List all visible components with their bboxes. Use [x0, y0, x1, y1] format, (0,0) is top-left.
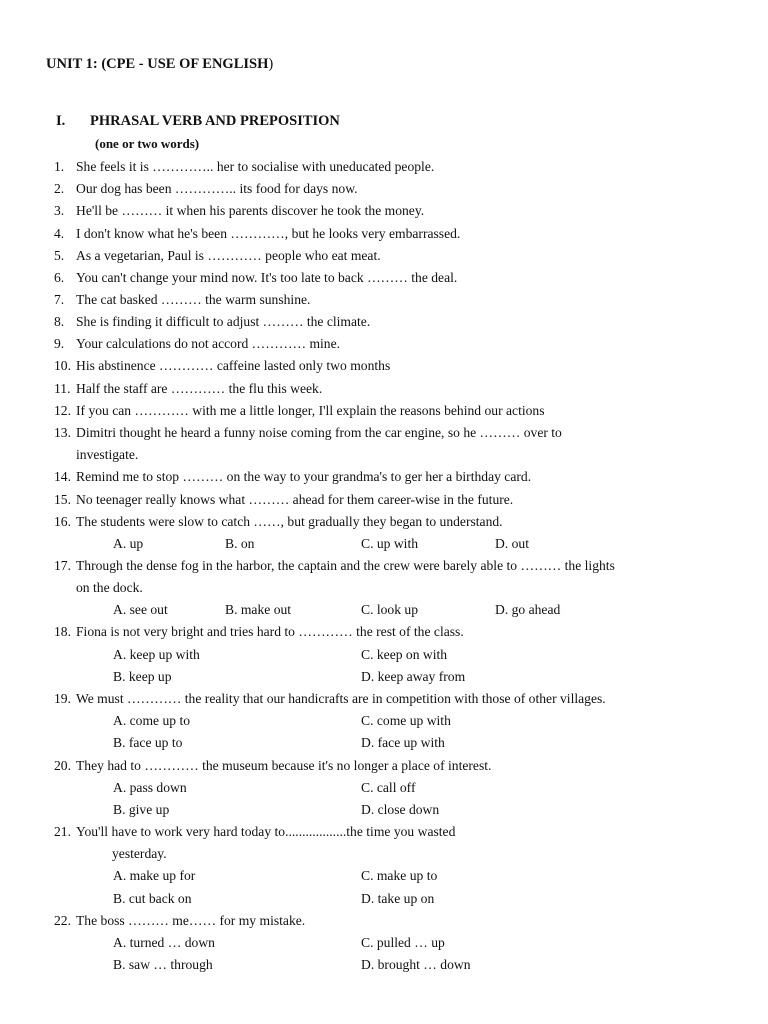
q21-option-b: B. cut back on: [113, 891, 192, 906]
section-subtitle: (one or two words): [95, 136, 200, 151]
q18-option-b: B. keep up: [113, 669, 172, 684]
q16-option-c: C. up with: [361, 536, 419, 551]
q21-option-c: C. make up to: [361, 868, 438, 883]
section-title: PHRASAL VERB AND PREPOSITION: [90, 113, 340, 129]
q22-option-c: C. pulled … up: [361, 935, 445, 950]
q22-option-a: A. turned … down: [113, 935, 215, 950]
q20-option-d: D. close down: [361, 802, 440, 817]
document-page: UNIT 1: (CPE - USE OF ENGLISH) I. PHRASAL VERB AND PREPOSITION (one or two words) 1. She feels it is ………….. her to socialise with uneducated people. 2. Our dog has been ………….. its food for days now. 3. He'll be ……… it when his parents discover he took the money. 4. I don't know what he's been …………, but he looks very embarrassed. 5. As a vegetarian, Paul is ………… people who eat meat. 6. You can't change your mind now. It's too late to back ……… the deal. 7. The cat basked ……… the warm sunshine. 8. She is finding it difficult to adjust ……… the climate. 9. Your calculations do not accord ………… mine. 10. His abstinence ………… caffeine lasted only two months 11. Half the staff are ………… the flu this week. 12. If you can ………… with me a little longer, I'll explain the reasons behind our actions 13. Dimitri thought he heard a funny noise coming from the car engine, so he ……… over to investigate. 14. Remind me to stop ……… on the way to your grandma's to ger her a birthday card. 15. No teenager really knows what ……… ahead for them career-wise in the future. 16. The students were slow to catch ……, but gradually they began to understand. A. up B. on C. up with D. out 17. Through the dense fog in the harbor, the captain and the crew were barely able to ……… the lights on the dock. A. see out B. make out C. look up D. go ahead 18. Fiona is not very bright and tries hard to ………… the rest of the class. A. keep up with C. keep on with B. keep up D. keep away from 19. We must ………… the reality that our handicrafts are in competition with those of other villages. A. come up to C. come up with B. face up to D. face up with 20. They had to ………… the museum because it's no longer a place of interest. A. pass down C. call off B. give up D. close down 21. You'll have to work very hard today to..................the time you wasted yesterday. A. make up for C. make up to B. cut back on D. take up on 22. The boss ……… me…… for my mistake. A. turned … down C. pulled … up B. saw … through D. brought … down: [46, 56, 615, 972]
question-13-continued: investigate.: [76, 447, 139, 462]
q17-option-b: B. make out: [225, 602, 292, 617]
q19-option-b: B. face up to: [113, 735, 183, 750]
q22-option-b: B. saw … through: [113, 957, 213, 972]
q19-option-a: A. come up to: [113, 713, 191, 728]
section-heading: [56, 113, 340, 130]
unit-title: UNIT 1: (CPE - USE OF ENGLISH): [46, 56, 274, 72]
section-number: I.: [56, 113, 66, 129]
q19-option-d: D. face up with: [361, 735, 445, 750]
q22-option-d: D. brought … down: [361, 957, 471, 972]
q20-option-b: B. give up: [113, 802, 170, 817]
q21-option-a: A. make up for: [113, 868, 196, 883]
q17-option-d: D. go ahead: [495, 602, 561, 617]
question-21-continued: yesterday.: [112, 846, 167, 861]
q19-option-c: C. come up with: [361, 713, 451, 728]
q17-option-c: C. look up: [361, 602, 419, 617]
q18-option-a: A. keep up with: [113, 647, 200, 662]
q18-option-c: C. keep on with: [361, 647, 448, 662]
q17-option-a: A. see out: [113, 602, 168, 617]
q21-option-d: D. take up on: [361, 891, 435, 906]
q18-option-d: D. keep away from: [361, 669, 466, 684]
q20-option-c: C. call off: [361, 780, 416, 795]
question-17-continued: on the dock.: [76, 580, 143, 595]
q16-option-d: D. out: [495, 536, 529, 551]
q20-option-a: A. pass down: [113, 780, 187, 795]
q16-option-b: B. on: [225, 536, 255, 551]
q16-option-a: A. up: [113, 536, 144, 551]
